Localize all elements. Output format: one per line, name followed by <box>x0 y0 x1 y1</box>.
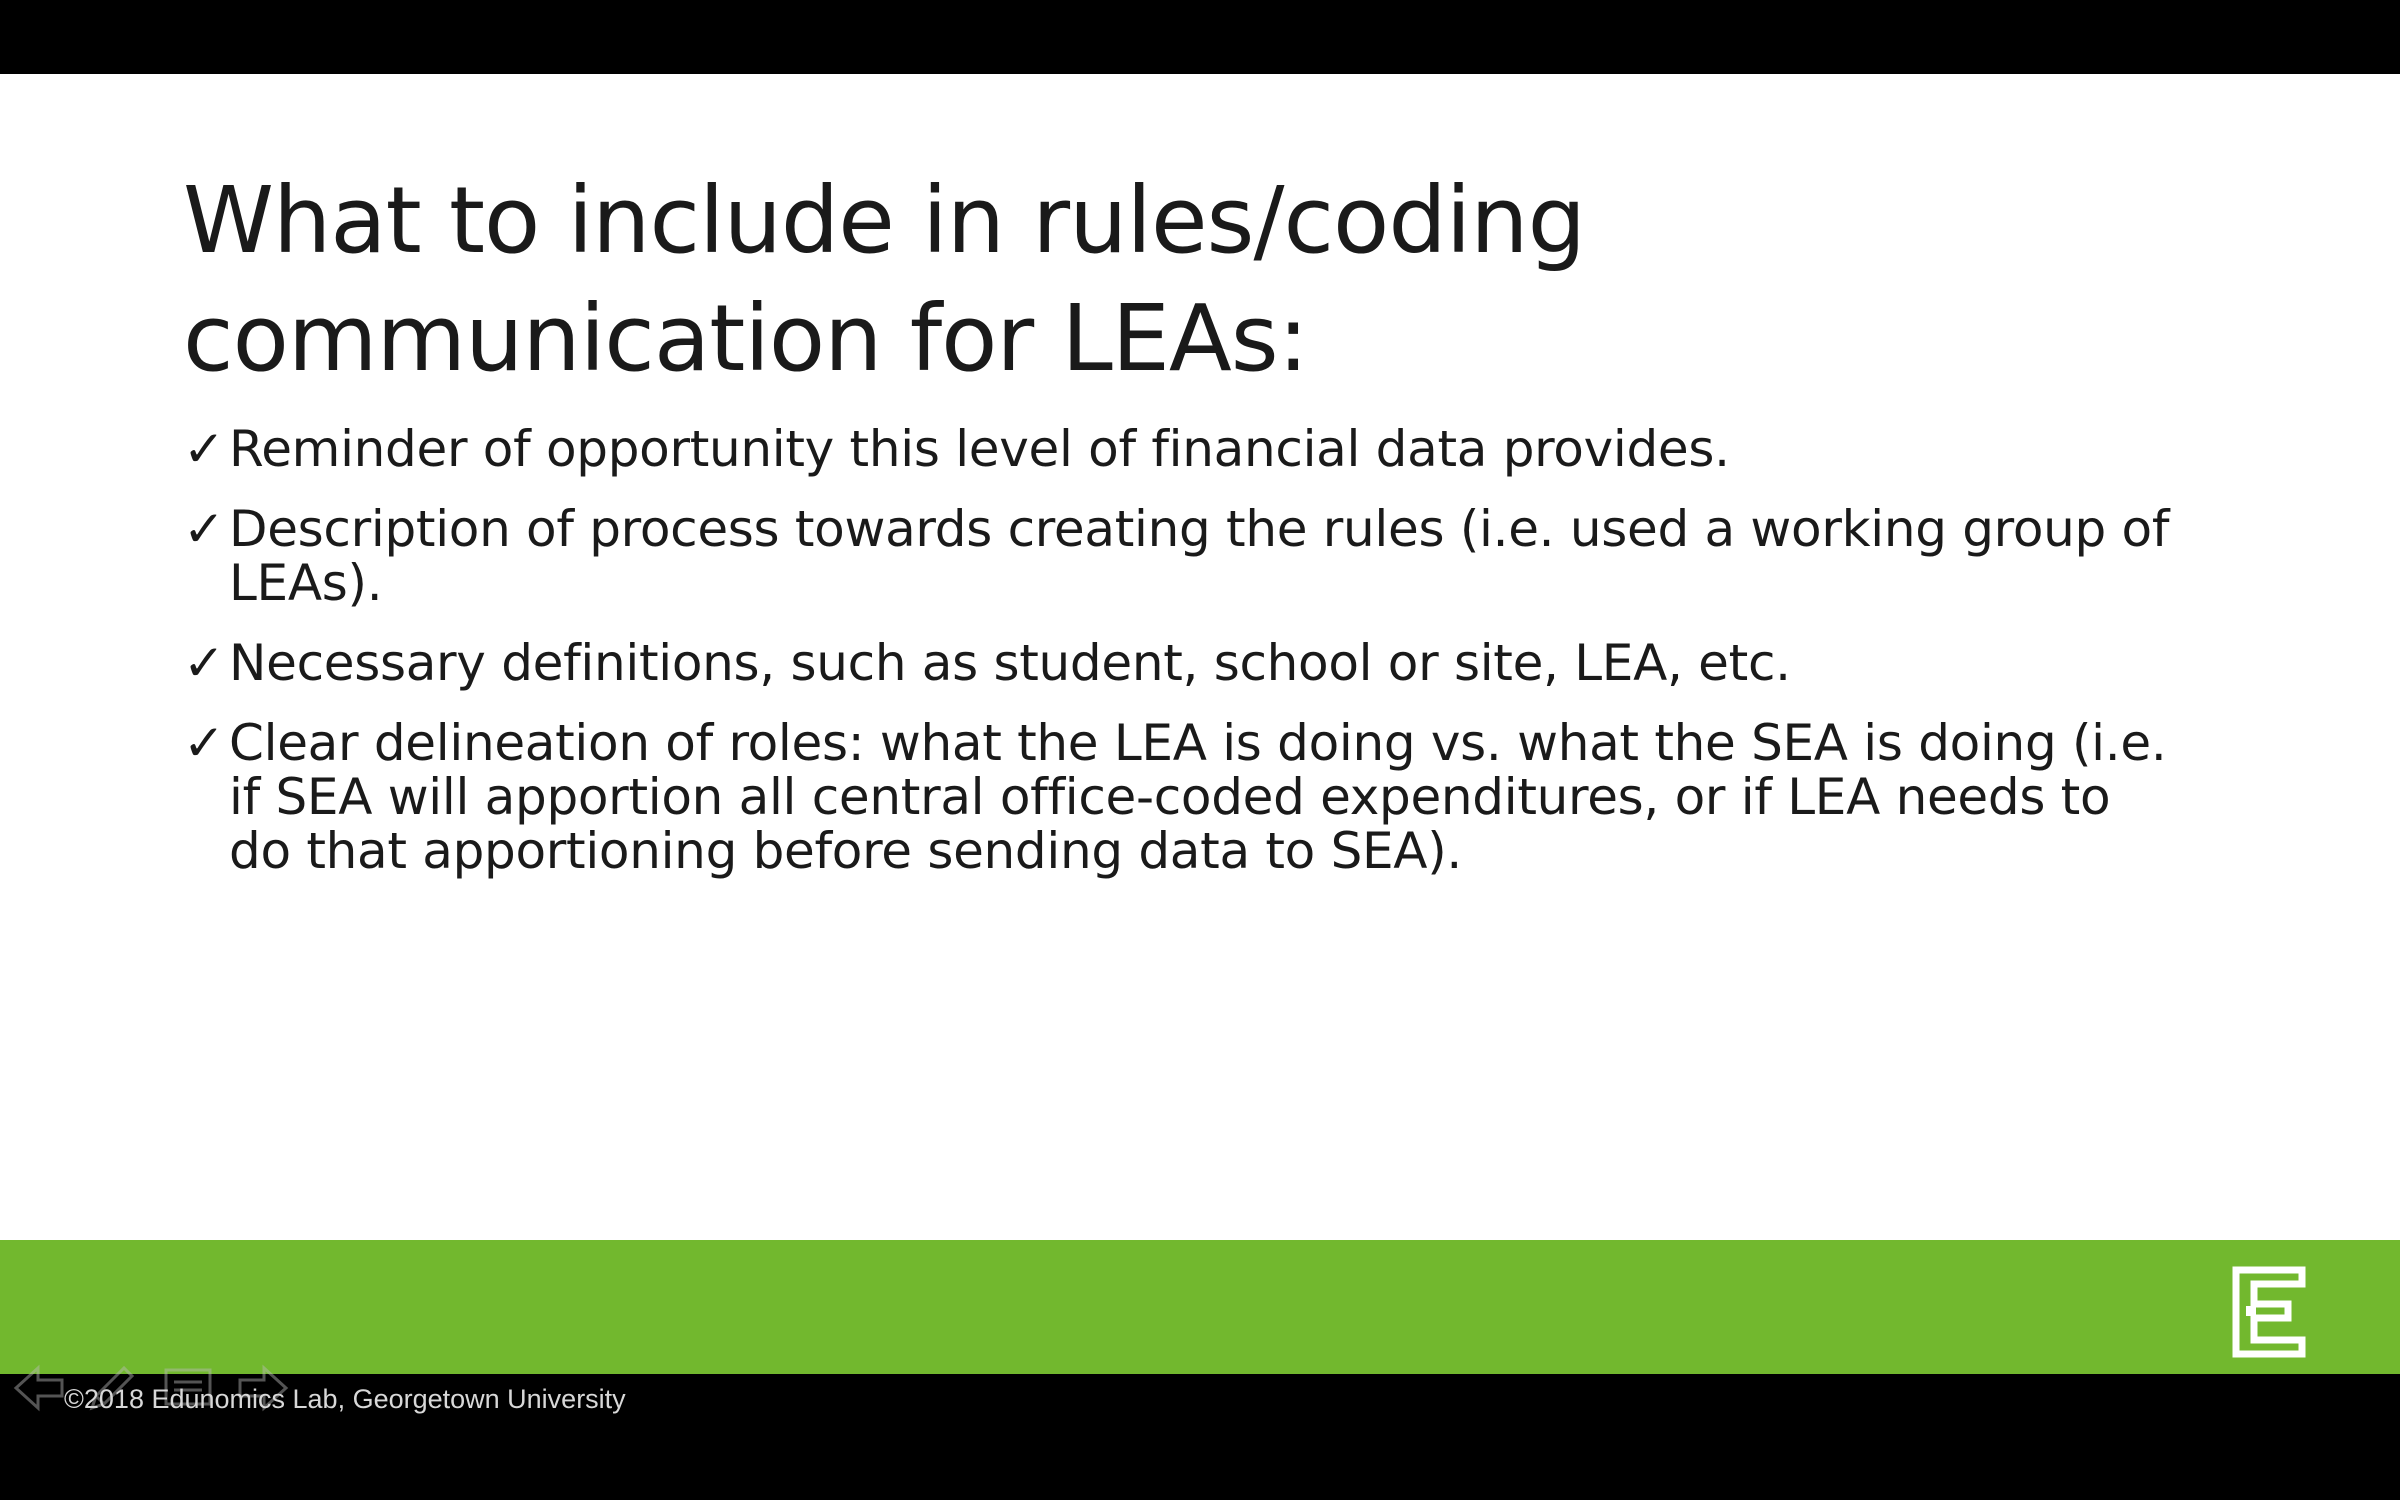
checkmark-icon: ✓ <box>183 420 225 478</box>
bullet-item <box>183 716 2183 878</box>
checkmark-icon: ✓ <box>183 500 225 558</box>
edunomics-e-logo <box>2232 1266 2306 1358</box>
bullet-item <box>183 422 2183 476</box>
previous-slide-button[interactable] <box>12 1360 68 1416</box>
top-letterbox <box>0 0 2400 74</box>
footer-accent-bar <box>0 1240 2400 1374</box>
checkmark-icon: ✓ <box>183 634 225 692</box>
slide-title-line-1: What to include in rules/coding <box>183 167 1586 274</box>
slide-title <box>183 162 2083 398</box>
bullet-text: Reminder of opportunity this level of financial data provides. <box>229 420 1730 478</box>
checkmark-icon: ✓ <box>183 714 225 772</box>
slide-title-line-2: communication for LEAs: <box>183 285 1308 392</box>
bullet-item <box>183 502 2183 610</box>
copyright-footer: ©2018 Edunomics Lab, Georgetown University <box>64 1384 626 1414</box>
bullet-text: Description of process towards creating the rules (i.e. used a working group of LEAs). <box>229 500 2170 612</box>
bullet-item <box>183 636 2183 690</box>
slide <box>0 74 2400 1240</box>
bullet-list <box>183 422 2183 904</box>
bullet-text: Clear delineation of roles: what the LEA is doing vs. what the SEA is doing (i.e. if SEA will apportion all central office-coded expenditures, or if LEA needs to do that apportioning before sending data to SEA). <box>229 714 2167 880</box>
arrow-left-icon <box>12 1360 68 1416</box>
bullet-text: Necessary definitions, such as student, school or site, LEA, etc. <box>229 634 1791 692</box>
